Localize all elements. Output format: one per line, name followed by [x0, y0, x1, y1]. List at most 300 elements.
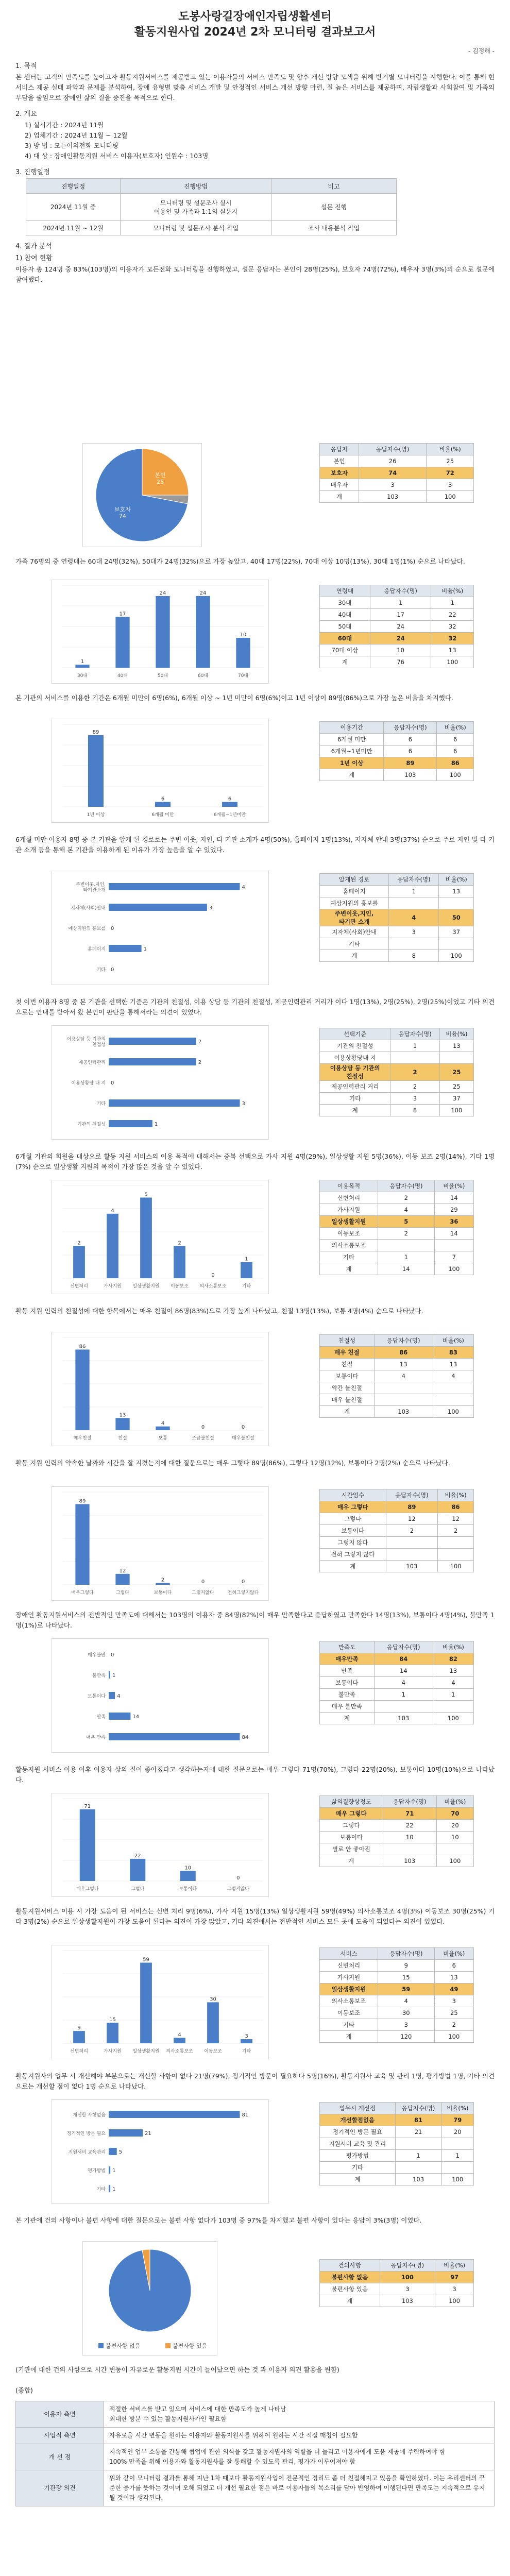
table-cell: 매우 그렇다 [320, 1501, 386, 1513]
table-cell: 89 [386, 1501, 438, 1513]
table-cell: 72 [427, 467, 474, 479]
table-cell: 100 [427, 491, 474, 503]
bar-chart [52, 719, 269, 823]
table-row [320, 2283, 474, 2295]
table-row [320, 1370, 474, 1382]
bar [109, 2111, 240, 2118]
table-cell: 100 [433, 1713, 473, 1724]
table-cell: 10 [370, 645, 431, 656]
evaluation-text: 지속적인 업무 소통을 간통해 협업에 관한 의식을 갖고 활동지원사의 역할을 더 늘리고 이용자에게 도움 제공에 주력하여야 함 100% 만족을 위해 이용자와 활동지원사를 잘 통해할 수 있도록 관리, 평가가 이루어져야 함 [104, 2444, 495, 2470]
table-header: 응답자수(명) [383, 1796, 436, 1808]
legend-swatch [165, 2343, 171, 2348]
table-cell: 신변처리 [320, 1192, 378, 1204]
tick-label: 보통이다 [179, 1887, 197, 1892]
tick-label: 매우그렇다 [76, 1887, 99, 1892]
table-cell: 계 [320, 950, 389, 962]
table-cell: 3 [389, 926, 439, 938]
tick-label: 지자체(사회)안내 [71, 906, 106, 911]
table-cell: 의사소통보조 [320, 1240, 378, 1251]
table-cell: 가사지원 [320, 1204, 378, 1216]
bar [109, 904, 207, 911]
table-cell: 그렇다 [320, 1820, 383, 1832]
tick-label: 만족 [96, 1715, 106, 1720]
evaluation-text: 자유로울 시간 변동을 원하는 이용자와 활동지원사를 위하여 원하는 시간 적절 매칭이 필요함 [104, 2428, 495, 2444]
table-header: 응답자수(명) [370, 585, 431, 597]
table-cell: 보호자 [320, 467, 359, 479]
bar [115, 1574, 129, 1585]
table-header: 비율(%) [434, 1180, 473, 1192]
table-cell: 계 [320, 1561, 386, 1572]
bar [241, 1262, 252, 1278]
table-cell: 그렇다 [320, 1513, 386, 1525]
table-cell: 5 [378, 1216, 434, 1228]
hbar-chart [52, 1025, 269, 1140]
evaluation-label: 이용자 측면 [16, 2401, 104, 2428]
table-cell: 37 [439, 926, 474, 938]
tick-label: 신변처리 [70, 2049, 88, 2054]
table-cell: 97 [435, 2272, 474, 2283]
table-cell: 86 [437, 757, 474, 769]
table-header: 이용목적 [320, 1180, 378, 1192]
table-header: 응답자수(명) [395, 2103, 441, 2114]
table-cell: 13 [433, 1665, 473, 1677]
data-label: 4 [161, 1420, 165, 1427]
table-cell: 4 [433, 1370, 473, 1382]
table-cell: 6 [384, 745, 437, 757]
table-cell: 이용상황당내 지 [320, 1052, 390, 1064]
slice-label: 25 [157, 478, 164, 485]
table-cell: 2 [386, 1525, 438, 1537]
table-cell: 계 [320, 1713, 375, 1724]
data-label: 2 [198, 1060, 202, 1065]
table-header: 비율(%) [437, 722, 474, 734]
table-cell: 25 [434, 2007, 473, 2019]
table-cell [378, 1240, 434, 1251]
data-label: 59 [143, 1957, 149, 1963]
data-label: 10 [240, 632, 247, 638]
table-cell: 25 [427, 455, 474, 467]
table-cell: 30대 [320, 597, 370, 609]
tick-label: 보통이다 [88, 1694, 106, 1699]
table-row [320, 455, 474, 467]
section-2-heading: 2. 개요 [15, 110, 37, 118]
analysis-paragraph: 본 기관에 건의 사항이나 불편 사항에 대한 질문으로는 불편 사항 없다가 103명 중 97%를 차지했고 불편 사항이 있다는 응답이 3%(3명) 이었다. [15, 2216, 422, 2224]
schedule-table [26, 178, 397, 235]
table-row [16, 2470, 495, 2506]
bar [109, 1671, 110, 1679]
bar [109, 883, 240, 890]
table-cell [374, 1394, 433, 1406]
bar-chart [52, 1793, 269, 1897]
table-cell: 15 [378, 1972, 434, 1984]
table-row [320, 621, 474, 633]
section-2-lines [15, 120, 495, 161]
tick-label: 매우친절 [73, 1436, 92, 1441]
analysis-paragraph: (기관에 대한 건의 사항으로 시간 변동이 자유로운 활동지원 시간이 늘어났으면 하는 것 과 이용자 의견 활용을 원함) [15, 2366, 339, 2374]
overview-line: 1) 실시기간 : 2024년 11월 [25, 121, 104, 129]
table-cell: 100 [433, 1406, 473, 1418]
tick-label: 정기적인 방문 필요 [66, 2131, 106, 2137]
table-row [320, 1406, 474, 1418]
tick-label: 30대 [77, 673, 88, 679]
table-cell: 86 [438, 1501, 474, 1513]
analysis-paragraph: 6개월 미만 이용자 8명 중 본 기관을 알게 된 경로로는 주변 이웃, 지인, 타 기관 소개가 4명(50%), 홈페이지 1명(13%), 지자체 안내 3명(37%) 순으로 주로 지인 및 타 기관 소개 등을 통해 본 기관을 이용하게 된 이유가 가장 높음을 알 수 있었다. [15, 836, 495, 854]
bar [196, 596, 210, 668]
data-label: 1 [112, 1673, 116, 1679]
table-cell: 3 [427, 479, 474, 491]
table-row [320, 1549, 474, 1561]
table-cell: 100 [439, 1105, 473, 1116]
bar [75, 1349, 89, 1430]
table-cell: 4 [374, 1370, 433, 1382]
table-row [320, 1677, 474, 1689]
data-label: 0 [241, 1579, 245, 1585]
table-header: 친절성 [320, 1335, 375, 1347]
table-cell: 6 [437, 734, 474, 745]
table-cell [441, 2138, 474, 2150]
data-label: 86 [79, 1344, 86, 1350]
table-cell: 제공인력관리 거리 [320, 1081, 390, 1093]
table-header: 삶의질향상정도 [320, 1796, 383, 1808]
table-cell [389, 897, 439, 909]
table-cell: 10 [436, 1832, 473, 1843]
table-cell: 103 [359, 491, 427, 503]
table-cell: 74 [359, 467, 427, 479]
table-row [320, 2031, 474, 2043]
data-table [319, 721, 474, 781]
table-cell: 계 [320, 1105, 390, 1116]
table-cell: 50대 [320, 621, 370, 633]
table-header: 비율(%) [427, 444, 474, 455]
table-cell: 일상생활지원 [320, 1216, 378, 1228]
table-row [320, 1359, 474, 1370]
analysis-paragraph: 활동지원서비스 이용 시 가장 도움이 된 서비스는 신변 처리 9명(6%), 가사 지원 15명(13%) 일상생활지원 59명(49%) 의사소통보조 4명(3%) 이동보조 30명(25%) 기타 3명(2%) 순으로 일상생활지원이 가장 도움이 된다는 의견이 가장 많았고, 기타 의견에서는 전반적인 서비스 모든 곳에 도움이 되었다는 의견이 있었다. [15, 1907, 495, 1925]
table-cell: 37 [439, 1093, 473, 1105]
table-cell [395, 2162, 441, 2174]
table-cell: 2 [438, 1525, 474, 1537]
tick-label: 70대 [237, 673, 249, 679]
table-cell: 1 [378, 1251, 434, 1263]
table-row [320, 1561, 474, 1572]
analysis-paragraph: 활동 지원 인력의 친절성에 대한 항목에서는 매우 친절이 86명(83%)으로 가장 높게 나타났고, 친절 13명(13%), 보통 4명(4%) 순으로 나타났다. [15, 1307, 423, 1315]
table-cell: 100 [438, 1561, 474, 1572]
slice-label: 74 [118, 513, 126, 520]
data-label: 0 [236, 1875, 240, 1881]
bar [156, 596, 169, 668]
table-cell: 8 [389, 950, 439, 962]
data-label: 0 [111, 1652, 114, 1658]
analysis-paragraph: 6개월 기관의 회원을 대상으로 활동 지원 서비스의 이용 목적에 대해서는 중복 선택으로 가사 지원 4명(29%), 일상생활 지원 5명(36%), 이동 보조 2명(14%), 기타 1명(7%) 순으로 일상생활 지원의 목적이 가장 많은 것을 알 수 있었다. [15, 1153, 495, 1171]
table-header: 서비스 [320, 1948, 378, 1960]
table-header: 비율(%) [439, 874, 474, 886]
table-row [320, 1537, 474, 1549]
table-cell: 6 [437, 745, 474, 757]
table-cell [439, 938, 474, 950]
table-cell: 60대 [320, 633, 370, 645]
table-header: 만족도 [320, 1641, 375, 1653]
table-row [320, 734, 474, 745]
table-row [320, 1240, 474, 1251]
table-header: 응답자수(명) [374, 1335, 433, 1347]
table-cell: 24 [370, 621, 431, 633]
data-label: 13 [119, 1412, 126, 1418]
legend-swatch [98, 2343, 104, 2348]
overview-line: 4) 대 상 : 장애인활동지원 서비스 이용자(보호자) 인원수 : 103명 [25, 152, 209, 160]
tick-label: 6개월 미만 [151, 812, 174, 818]
bar [109, 1733, 240, 1740]
data-label: 2 [161, 1577, 165, 1583]
table-cell: 매우 친절 [320, 1347, 375, 1359]
table-cell: 84 [374, 1653, 433, 1665]
tick-label: 1년 이상 [87, 812, 105, 818]
tick-label: 일상생활지원 [132, 1284, 160, 1289]
table-cell: 친절 [320, 1359, 375, 1370]
table-row [320, 1192, 474, 1204]
table-cell: 13 [374, 1359, 433, 1370]
table-cell [441, 2162, 474, 2174]
tick-label: 이용상담 등 기관의 [66, 1037, 106, 1042]
table-cell: 계 [320, 2295, 380, 2307]
table-cell: 1 [441, 2150, 474, 2162]
table-cell: 4 [433, 1677, 473, 1689]
data-label: 0 [111, 967, 114, 973]
table-row [320, 745, 474, 757]
table-cell: 계 [320, 2174, 396, 2185]
table-cell: 32 [431, 633, 474, 645]
org-title: 도봉사랑길장애인자립생활센터 [178, 10, 332, 23]
data-table [319, 585, 474, 668]
table-cell [383, 1843, 436, 1855]
tick-label: 주변이웃,지인, [76, 882, 106, 888]
overview-line: 2) 업체기간 : 2024년 11월 ~ 12월 [25, 131, 128, 139]
table-cell [439, 1052, 473, 1064]
table-cell: 103 [386, 1561, 438, 1572]
table-cell: 보통이다 [320, 1677, 375, 1689]
table-cell [438, 1549, 474, 1561]
table-row [320, 633, 474, 645]
table-cell: 49 [434, 1984, 473, 1995]
table-cell: 100 [441, 2174, 474, 2185]
table-row [320, 1513, 474, 1525]
table-cell [390, 1052, 439, 1064]
table-cell [436, 1843, 473, 1855]
table-cell: 계 [320, 769, 384, 781]
table-cell: 1 [389, 886, 439, 897]
table-cell: 개선할점없음 [320, 2114, 396, 2126]
table-cell: 2 [378, 1228, 434, 1240]
table-cell [374, 1701, 433, 1713]
analysis-paragraph: 활동지원 서비스 이용 이후 이용자 삶의 질이 좋아졌다고 생각하는지에 대한 질문으로는 매우 그렇다 71명(70%), 그렇다 22명(20%), 보통이다 10명(10%)으로 나타났다. [15, 1766, 495, 1784]
data-label: 4 [178, 2032, 181, 2038]
table-cell: 4 [378, 1995, 434, 2007]
bar [174, 1246, 185, 1278]
tick-label: 이동보조 [171, 1284, 189, 1289]
table-cell: 20 [436, 1820, 473, 1832]
bar [109, 1058, 196, 1065]
legend-entry: 불편사항 있음 [173, 2343, 208, 2349]
table-row [320, 491, 474, 503]
table-cell: 103 [395, 2174, 441, 2185]
tick-label: 50대 [157, 673, 168, 679]
table-cell: 22 [431, 609, 474, 621]
table-header: 응답자 [320, 444, 359, 455]
data-label: 1 [154, 1122, 158, 1127]
bar [109, 2185, 110, 2192]
summary-label: (종합) [15, 2386, 33, 2394]
table-cell: 매우 불친절 [320, 1394, 375, 1406]
table-cell: 100 [434, 2031, 473, 2043]
analysis-paragraph: 활동 지원 인력의 약속한 날짜와 시간을 잘 지켰는지에 대한 질문으로는 매우 그렇다 89명(86%), 그렇다 12명(12%), 보통이다 2명(2%) 순으로 나타났다. [15, 1459, 450, 1467]
table-row [320, 1701, 474, 1713]
section-1-heading: 1. 목적 [15, 62, 37, 70]
report-title: 활동지원사업 2024년 2차 모니터링 결과보고서 [134, 26, 376, 39]
table-cell: 가사지원 [320, 1972, 378, 1984]
bar [130, 1859, 145, 1881]
table-cell: 불만족 [320, 1689, 375, 1701]
table-header: 응답자수(명) [359, 444, 427, 455]
table-cell: 12 [438, 1513, 474, 1525]
data-label: 1 [112, 2187, 116, 2192]
data-label: 4 [242, 885, 245, 890]
data-label: 3 [242, 1101, 245, 1107]
table-cell: 보통이다 [320, 1525, 386, 1537]
table-row [320, 757, 474, 769]
data-label: 0 [111, 1080, 114, 1086]
table-cell: 1 [431, 597, 474, 609]
table-row [320, 1843, 474, 1855]
table-cell: 정기적인 방문 필요 [320, 2126, 396, 2138]
table-cell: 불편사항 없음 [320, 2272, 380, 2283]
table-row [16, 2444, 495, 2470]
table-cell: 50 [439, 909, 474, 926]
data-label: 21 [144, 2131, 151, 2137]
data-label: 1 [112, 2168, 116, 2174]
table-row [320, 2138, 474, 2150]
table-cell: 3 [359, 479, 427, 491]
table-header: 비율(%) [433, 1335, 473, 1347]
table-cell: 103 [380, 2295, 435, 2307]
table-cell: 본인 [320, 455, 359, 467]
tick-label: 매우불만 [88, 1653, 106, 1658]
table-cell: 70대 이상 [320, 645, 370, 656]
table-cell: 불편사항 있음 [320, 2283, 380, 2295]
table-row [320, 2114, 474, 2126]
table-row [320, 1855, 474, 1867]
table-header: 응답자수(명) [390, 1028, 439, 1040]
table-cell [433, 1701, 473, 1713]
table-cell: 17 [370, 609, 431, 621]
table-row [320, 1093, 474, 1105]
tick-label: 보통 [158, 1436, 167, 1441]
table-cell: 전혀 그렇지 않다 [320, 1549, 386, 1561]
table-cell: 13 [433, 1359, 473, 1370]
table-row [320, 2007, 474, 2019]
table-cell: 7 [434, 1251, 473, 1263]
table-header: 선택기준 [320, 1028, 390, 1040]
schedule-cell: 2024년 11월 중 [26, 194, 121, 221]
table-cell: 6 [434, 1960, 473, 1972]
table-cell: 기타 [320, 2019, 378, 2031]
tick-label: 평가방법 [88, 2168, 106, 2174]
table-cell: 103 [383, 1855, 436, 1867]
table-row [320, 656, 474, 668]
table-row [320, 1665, 474, 1677]
table-cell: 3 [390, 1093, 439, 1105]
tick-label: 그렇지않다 [227, 1887, 249, 1892]
evaluation-text: 위와 같이 모니터링 결과를 통해 지난 1차 때보다 활동지원사업이 전문적인 정리도 좀 더 친절해지고 있음을 확인하였다. 이는 우리센터의 꾸준한 증가를 뜻하는 것이며 오해 되었고 더 개선 필요한 점은 바로 이용자들의 목소리를 담아 반영하여 이행된다면 만족도는 지속적으로 유지될 것이라 생각된다. [104, 2470, 495, 2506]
table-cell: 36 [434, 1216, 473, 1228]
table-cell: 32 [431, 621, 474, 633]
table-row [320, 1040, 474, 1052]
data-label: 22 [134, 1853, 141, 1859]
bar [80, 1809, 95, 1881]
table-cell: 기관의 친절성 [320, 1040, 390, 1052]
table-cell: 2 [390, 1064, 439, 1081]
bar [88, 735, 104, 807]
table-cell: 76 [370, 656, 431, 668]
data-label: 1 [245, 1256, 248, 1262]
table-cell: 일상생활지원 [320, 1984, 378, 1995]
data-label: 9 [77, 2025, 81, 2031]
table-row [320, 897, 474, 909]
data-label: 17 [119, 611, 126, 617]
table-cell: 1 [374, 1689, 433, 1701]
table-header: 비율(%) [436, 1796, 473, 1808]
tick-label: 일상생활지원 [132, 2049, 160, 2054]
table-cell: 89 [384, 757, 437, 769]
bar-chart [52, 580, 269, 684]
data-table [319, 2102, 474, 2185]
tick-label: 의사소통보조 [199, 1284, 227, 1289]
table-row [320, 467, 474, 479]
table-header: 알게된 경로 [320, 874, 389, 886]
table-row [320, 1251, 474, 1263]
table-cell [439, 897, 474, 909]
bar [207, 2002, 219, 2043]
data-label: 2 [77, 1240, 81, 1246]
table-cell: 1 [433, 1689, 473, 1701]
data-label: 14 [132, 1714, 140, 1720]
table-cell [386, 1549, 438, 1561]
table-cell: 100 [437, 769, 474, 781]
schedule-header: 진행일정 [26, 179, 121, 194]
table-header: 응답자수(명) [389, 874, 439, 886]
bar [109, 2166, 110, 2174]
overview-line: 3) 방 법 : 모든이의전화 모니터링 [25, 142, 118, 149]
table-row [320, 950, 474, 962]
tick-label: 6개월~1년미만 [213, 812, 246, 818]
table-row [320, 886, 474, 897]
table-row [320, 769, 474, 781]
table-cell: 만족 [320, 1665, 375, 1677]
tick-label: 기타 [96, 968, 106, 973]
schedule-cell: 설문 진행 [271, 194, 397, 221]
bar-chart [52, 1180, 269, 1294]
table-cell: 100 [434, 1263, 473, 1275]
table-row [320, 2174, 474, 2185]
bar [109, 1099, 240, 1107]
bar [75, 1504, 89, 1585]
tick-label: 매우그렇다 [71, 1590, 94, 1596]
table-cell: 83 [433, 1347, 473, 1359]
table-cell: 86 [374, 1347, 433, 1359]
hbar-chart [52, 1638, 269, 1753]
table-cell: 3 [435, 2283, 474, 2295]
table-header: 건의사항 [320, 2260, 380, 2272]
table-cell: 기타 [320, 1251, 378, 1263]
tick-label: 기타 [96, 2187, 106, 2192]
bar [109, 1038, 196, 1045]
